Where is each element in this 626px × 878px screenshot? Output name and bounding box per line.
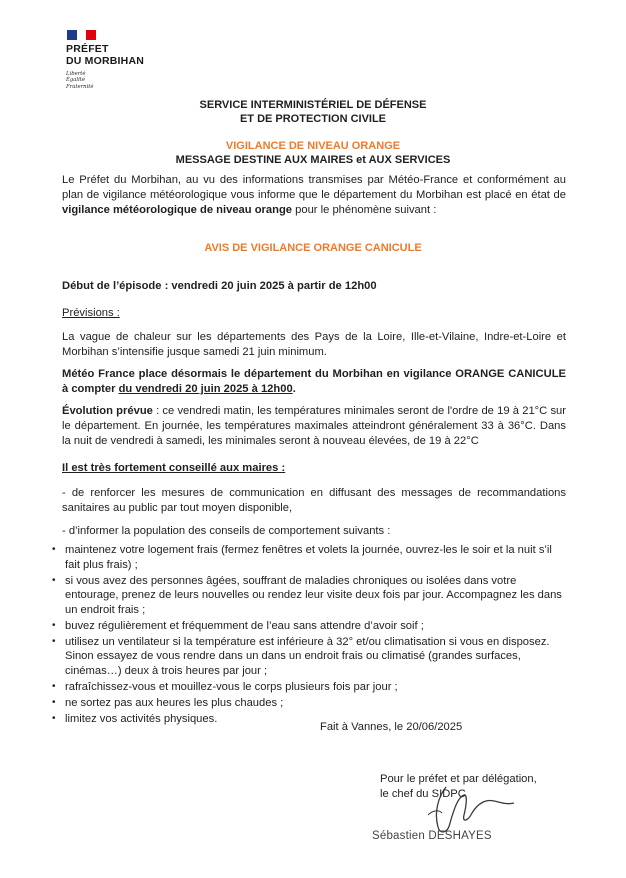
meteo-end: . — [292, 382, 296, 395]
vigilance-title: VIGILANCE DE NIVEAU ORANGE — [225, 140, 401, 152]
bullet-icon: • — [52, 619, 56, 631]
meteo-date: du vendredi 20 juin 2025 à 12h00 — [118, 382, 293, 395]
list-item — [52, 574, 568, 618]
recommendations-list — [52, 543, 568, 727]
vigilance-subtitle: MESSAGE DESTINE AUX MAIRES et AUX SERVICES — [175, 154, 451, 166]
intro-end: pour le phénomène suivant : — [292, 203, 437, 216]
meteo-paragraph — [62, 367, 566, 397]
list-item-text: ne sortez pas aux heures les plus chaudes ; — [65, 696, 284, 709]
list-item-text: limitez vos activités physiques. — [65, 712, 218, 725]
episode-start: Début de l’épisode : vendredi 20 juin 2025 à partir de 12h00 — [62, 280, 377, 292]
intro-paragraph — [62, 173, 566, 217]
place-date: Fait à Vannes, le 20/06/2025 — [320, 721, 463, 733]
bullet-icon: • — [52, 544, 56, 555]
advice-communication: - de renforcer les mesures de communication en diffusant des messages de recommandations sanitaires au public par tout moyen disponible, — [62, 487, 566, 514]
list-item — [52, 635, 568, 679]
list-item-text: rafraîchissez-vous et mouillez-vous le corps plusieurs fois par jour ; — [65, 681, 398, 694]
motto-fraternite: Fraternité — [66, 83, 94, 90]
evolution-label: Évolution prévue — [62, 405, 153, 417]
list-item — [52, 619, 568, 634]
list-item — [52, 543, 568, 573]
motto-egalite: Égalité — [66, 77, 86, 84]
prefecture-name — [66, 44, 144, 68]
prefecture-logo — [66, 30, 144, 90]
marianne-flag-icon — [67, 30, 96, 40]
prefecture-name-line2: DU MORBIHAN — [66, 54, 145, 67]
advice-inform: - d’informer la population des conseils de comportement suivants : — [62, 525, 391, 537]
prefecture-name-line1: PRÉFET — [66, 43, 109, 55]
bullet-icon: • — [52, 681, 56, 693]
signature-block — [380, 772, 537, 801]
bullet-icon: • — [52, 574, 56, 586]
list-item-text: si vous avez des personnes âgées, souffrant de maladies chroniques ou isolées dans votre entourage, prenez de leurs nouvelles ou rendez leur visite deux fois par jour. Accompagnez les dans un endroit frais ; — [65, 574, 562, 617]
signatory-name: Sébastien DESHAYES — [372, 830, 492, 842]
bullet-icon: • — [52, 696, 56, 708]
list-item-text: buvez régulièrement et fréquemment de l’eau sans attendre d’avoir soif ; — [65, 619, 424, 632]
motto-liberte: Liberté — [66, 70, 86, 77]
previsions-label: Prévisions : — [62, 307, 120, 319]
evolution-text: : ce vendredi matin, les températures minimales seront de l'ordre de 19 à 21°C sur le département. En journée, les températures maximales atteindront généralement 33 à 36°C. Dans la nuit de vendredi à samedi, les minimales seront à nouveau élevées, de 19 à 22°C — [62, 405, 566, 447]
service-heading — [60, 98, 566, 126]
list-item — [52, 680, 568, 695]
list-item — [52, 712, 568, 727]
republic-motto — [66, 71, 144, 91]
list-item-text: maintenez votre logement frais (fermez fenêtres et volets la journée, ouvrez-les le soir et la nuit s’il fait plus frais) ; — [65, 544, 552, 571]
evolution-paragraph — [62, 404, 566, 448]
service-line1: SERVICE INTERMINISTÉRIEL DE DÉFENSE — [199, 99, 427, 111]
list-item — [52, 696, 568, 711]
intro-bold: vigilance météorologique de niveau orange — [62, 203, 293, 216]
meteo-text: Météo France place désormais le département du Morbihan en vigilance ORANGE CANICULE à compter — [62, 368, 566, 395]
heatwave-paragraph: La vague de chaleur sur les départements des Pays de la Loire, Ille-et-Vilaine, Indre-et-Loire et Morbihan s’intensifie jusque samedi 21 juin minimum. — [62, 331, 566, 358]
advice-heading: Il est très fortement conseillé aux maires : — [62, 462, 286, 474]
signature-line2: le chef du SIDPC — [380, 787, 466, 800]
bullet-icon: • — [52, 712, 56, 724]
avis-title: AVIS DE VIGILANCE ORANGE CANICULE — [204, 242, 422, 254]
signature-line1: Pour le préfet et par délégation, — [380, 773, 537, 785]
service-line2: ET DE PROTECTION CIVILE — [239, 113, 387, 126]
intro-text: Le Préfet du Morbihan, au vu des informations transmises par Météo-France et conformément au plan de vigilance météorologique vous informe que le département du Morbihan est placé en état de — [62, 174, 566, 201]
list-item-text: utilisez un ventilateur si la température est inférieure à 32° et/ou climatisation si vous en disposez. Sinon essayez de vous rendre dans un dans un endroit frais ou climatisé (grandes surfaces, cinémas…) deux à trois heures par jour ; — [65, 635, 550, 678]
bullet-icon: • — [52, 635, 56, 647]
